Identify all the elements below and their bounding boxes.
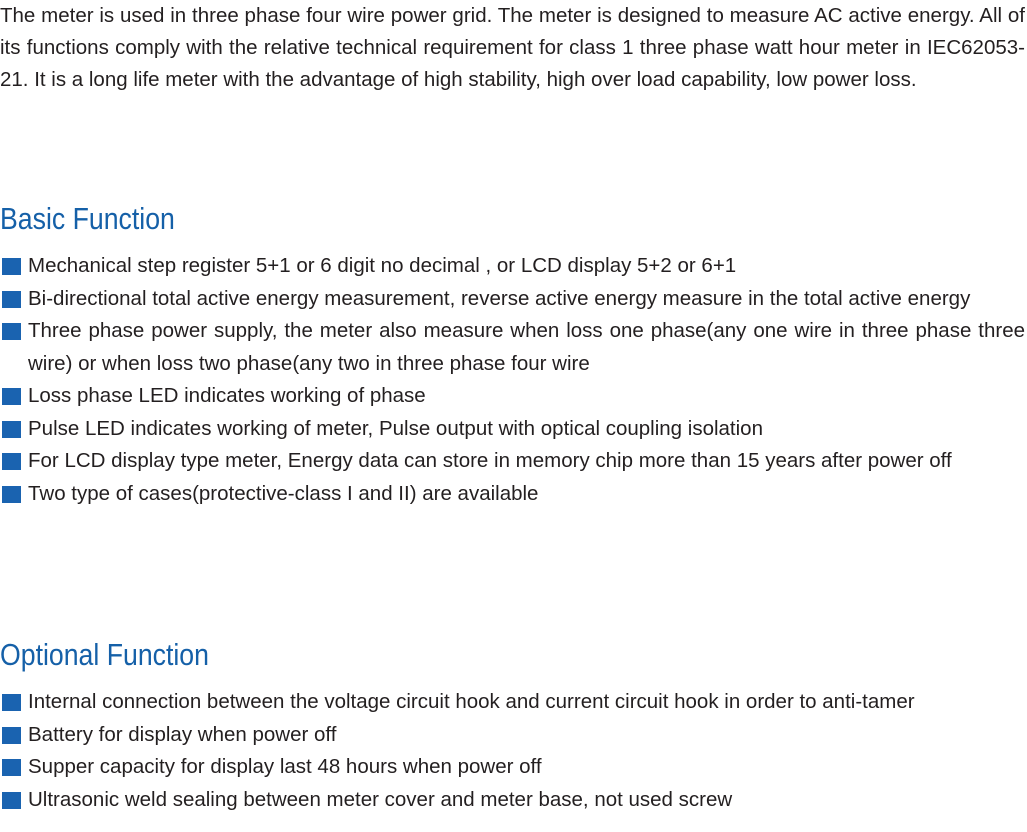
list-item — [0, 250, 1025, 283]
list-item — [0, 751, 1025, 784]
square-bullet-icon — [2, 291, 21, 308]
list-item-text: Three phase power supply, the meter also measure when loss one phase(any one wire in three phase three wire) or when loss two phase(any two in three phase four wire — [28, 319, 1025, 375]
list-item-text: For LCD display type meter, Energy data can store in memory chip more than 15 years after power off — [28, 449, 952, 472]
square-bullet-icon — [2, 792, 21, 809]
list-item — [0, 686, 1025, 719]
list-item — [0, 784, 1025, 817]
list-item — [0, 283, 1025, 316]
optional-function-heading: Optional Function — [0, 637, 209, 672]
optional-function-list — [0, 686, 1025, 816]
list-item-text: Battery for display when power off — [28, 722, 337, 746]
intro-paragraph: The meter is used in three phase four wire power grid. The meter is designed to measure AC active energy. All of its functions comply with the relative technical requirement for class 1 three phase watt hour meter in IEC62053-21. It is a long life meter with the advantage of high stability, high over load capability, low power loss. — [0, 4, 1025, 91]
list-item-text: Pulse LED indicates working of meter, Pulse output with optical coupling isolation — [28, 416, 763, 440]
list-item — [0, 719, 1025, 752]
square-bullet-icon — [2, 323, 21, 340]
list-item-text: Supper capacity for display last 48 hours when power off — [28, 755, 542, 778]
square-bullet-icon — [2, 727, 21, 744]
basic-function-list — [0, 250, 1025, 510]
list-item — [0, 315, 1025, 380]
list-item-text: Internal connection between the voltage circuit hook and current circuit hook in order to anti-tamer — [28, 690, 915, 713]
list-item — [0, 478, 1025, 511]
basic-function-heading: Basic Function — [0, 201, 175, 236]
square-bullet-icon — [2, 421, 21, 438]
square-bullet-icon — [2, 486, 21, 503]
square-bullet-icon — [2, 388, 21, 405]
list-item-text: Ultrasonic weld sealing between meter cover and meter base, not used screw — [28, 787, 733, 811]
list-item-text: Two type of cases(protective-class I and II) are available — [28, 481, 539, 505]
list-item — [0, 445, 1025, 478]
list-item — [0, 380, 1025, 413]
list-item-text: Mechanical step register 5+1 or 6 digit no decimal , or LCD display 5+2 or 6+1 — [28, 254, 737, 277]
square-bullet-icon — [2, 258, 21, 275]
square-bullet-icon — [2, 453, 21, 470]
square-bullet-icon — [2, 694, 21, 711]
list-item — [0, 413, 1025, 446]
list-item-text: Bi-directional total active energy measurement, reverse active energy measure in the total active energy — [28, 286, 971, 310]
square-bullet-icon — [2, 759, 21, 776]
list-item-text: Loss phase LED indicates working of phase — [28, 384, 426, 407]
